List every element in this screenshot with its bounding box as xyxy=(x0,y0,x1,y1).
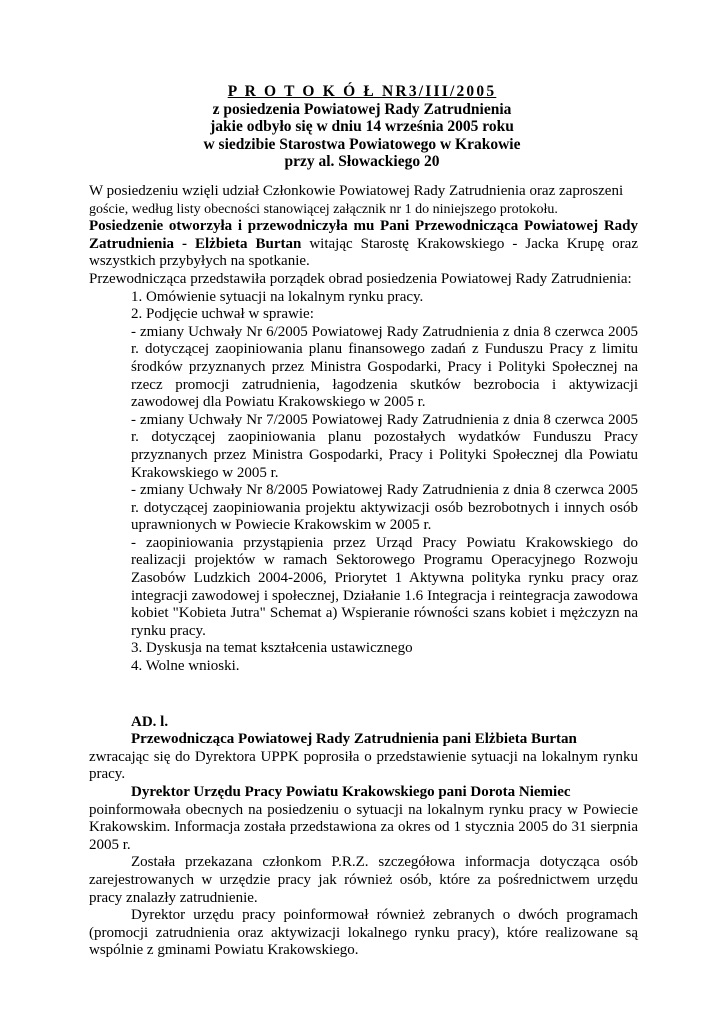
protocol-title: P R O T O K Ó Ł NR3/III/2005 xyxy=(227,83,497,100)
attendance-paragraph-line-1: W posiedzeniu wzięli udział Członkowie Powiatowej Rady Zatrudnienia oraz zaproszeni xyxy=(89,183,624,199)
agenda-item-2: 2. Podjęcie uchwał w sprawie: xyxy=(131,306,314,323)
ad1-text-info: Została przekazana członkom P.R.Z. szczegółowa informacja dotycząca osób zarejestrowanych w urzędzie pracy jak również osób, które za pośrednictwem urzędu pracy znalazły zatrudnienie. xyxy=(89,854,638,906)
section-spacer xyxy=(89,676,638,714)
agenda-item-3: 3. Dyskusja na temat kształcenia ustawicznego xyxy=(131,640,413,657)
attendance-paragraph-line-2: goście, według listy obecności stanowiącej załącznik nr 1 do niniejszego protokołu. xyxy=(89,201,558,217)
agenda-subitem-2: - zmiany Uchwały Nr 7/2005 Powiatowej Rady Zatrudnienia z dnia 8 czerwca 2005 r. dotyczącej zaopiniowania planu pozostałych wydatków Funduszu Pracy przyznanych przez Ministra Gospodarki, Pracy i Polityki Społecznej dla Powiatu Krakowskiego w 2005 r. xyxy=(131,411,638,481)
document-body xyxy=(89,183,638,960)
agenda-list xyxy=(89,289,638,676)
ad1-text-programs: Dyrektor urzędu pracy poinformował również zebranych o dwóch programach (promocji zatrudnienia oraz aktywizacji lokalnego rynku pracy), które realizowane są wspólnie z gminami Powiatu Krakowskiego. xyxy=(89,907,638,959)
header-line-1: z posiedzenia Powiatowej Rady Zatrudnienia xyxy=(212,100,512,118)
opening-paragraph xyxy=(89,218,638,271)
header-line-3: w siedzibie Starostwa Powiatowego w Krakowie xyxy=(203,135,521,153)
header-line-2: jakie odbyło się w dniu 14 września 2005 roku xyxy=(210,118,514,135)
header-line-4: przy al. Słowackiego 20 xyxy=(284,153,440,170)
agenda-subitem-3: - zmiany Uchwały Nr 8/2005 Powiatowej Rady Zatrudnienia z dnia 8 czerwca 2005 r. dotyczącej zaopiniowania projektu aktywizacji osób bezrobotnych i innych osób uprawnionych w Powiecie Krakowskim w 2005 r. xyxy=(131,482,638,534)
ad1-speaker-director: Dyrektor Urzędu Pracy Powiatu Krakowskiego pani Dorota Niemiec xyxy=(131,784,571,800)
ad1-speaker-chair: Przewodnicząca Powiatowej Rady Zatrudnienia pani Elżbieta Burtan xyxy=(131,731,577,748)
agenda-intro: Przewodnicząca przedstawiła porządek obrad posiedzenia Powiatowej Rady Zatrudnienia: xyxy=(89,270,632,287)
document-header xyxy=(80,83,644,171)
agenda-item-4: 4. Wolne wnioski. xyxy=(131,658,240,675)
agenda-item-1: 1. Omówienie sytuacji na lokalnym rynku pracy. xyxy=(131,288,424,305)
opening-rest: witając Starostę Krakowskiego - Jacka Krupę oraz wszystkich przybyłych na spotkanie. xyxy=(89,235,638,270)
agenda-subitem-4: - zaopiniowania przystąpienia przez Urząd Pracy Powiatu Krakowskiego do realizacji projektów w ramach Sektorowego Programu Operacyjnego Rozwoju Zasobów Ludzkich 2004-2006, Priorytet 1 Aktywna polityka rynku pracy oraz integracji zawodowej i społecznej, Działanie 1.6 Integracja i reintegracja zawodowa kobiet "Kobieta Jutra" Schemat a) Wspieranie równości szans kobiet i mężczyzn na rynku pracy. xyxy=(131,534,638,639)
ad1-heading: AD. l. xyxy=(131,713,169,730)
agenda-subitem-1: - zmiany Uchwały Nr 6/2005 Powiatowej Rady Zatrudnienia z dnia 8 czerwca 2005 r. dotyczącej zaopiniowania planu finansowego zadań z Funduszu Pracy z limitu środków przyznanych przez Ministra Gospodarki, Pracy i Polityki Społecznej na rzecz promocji zatrudnienia, łagodzenia skutków bezrobocia i aktywizacji zawodowej dla Powiatu Krakowskiego w 2005 r. xyxy=(131,323,638,411)
ad1-text-chair: zwracając się do Dyrektora UPPK poprosiła o przedstawienie sytuacji na lokalnym rynku pracy. xyxy=(89,748,638,783)
ad1-text-director: poinformowała obecnych na posiedzeniu o sytuacji na lokalnym rynku pracy w Powiecie Krakowskim. Informacja została przedstawiona za okres od 1 stycznia 2005 do 31 sierpnia 2005 r. xyxy=(89,801,638,853)
opening-bold: Posiedzenie otworzyła i przewodniczyła mu Pani Przewodnicząca Powiatowej Rady Zatrudnienia - Elżbieta Burtan xyxy=(89,218,638,252)
